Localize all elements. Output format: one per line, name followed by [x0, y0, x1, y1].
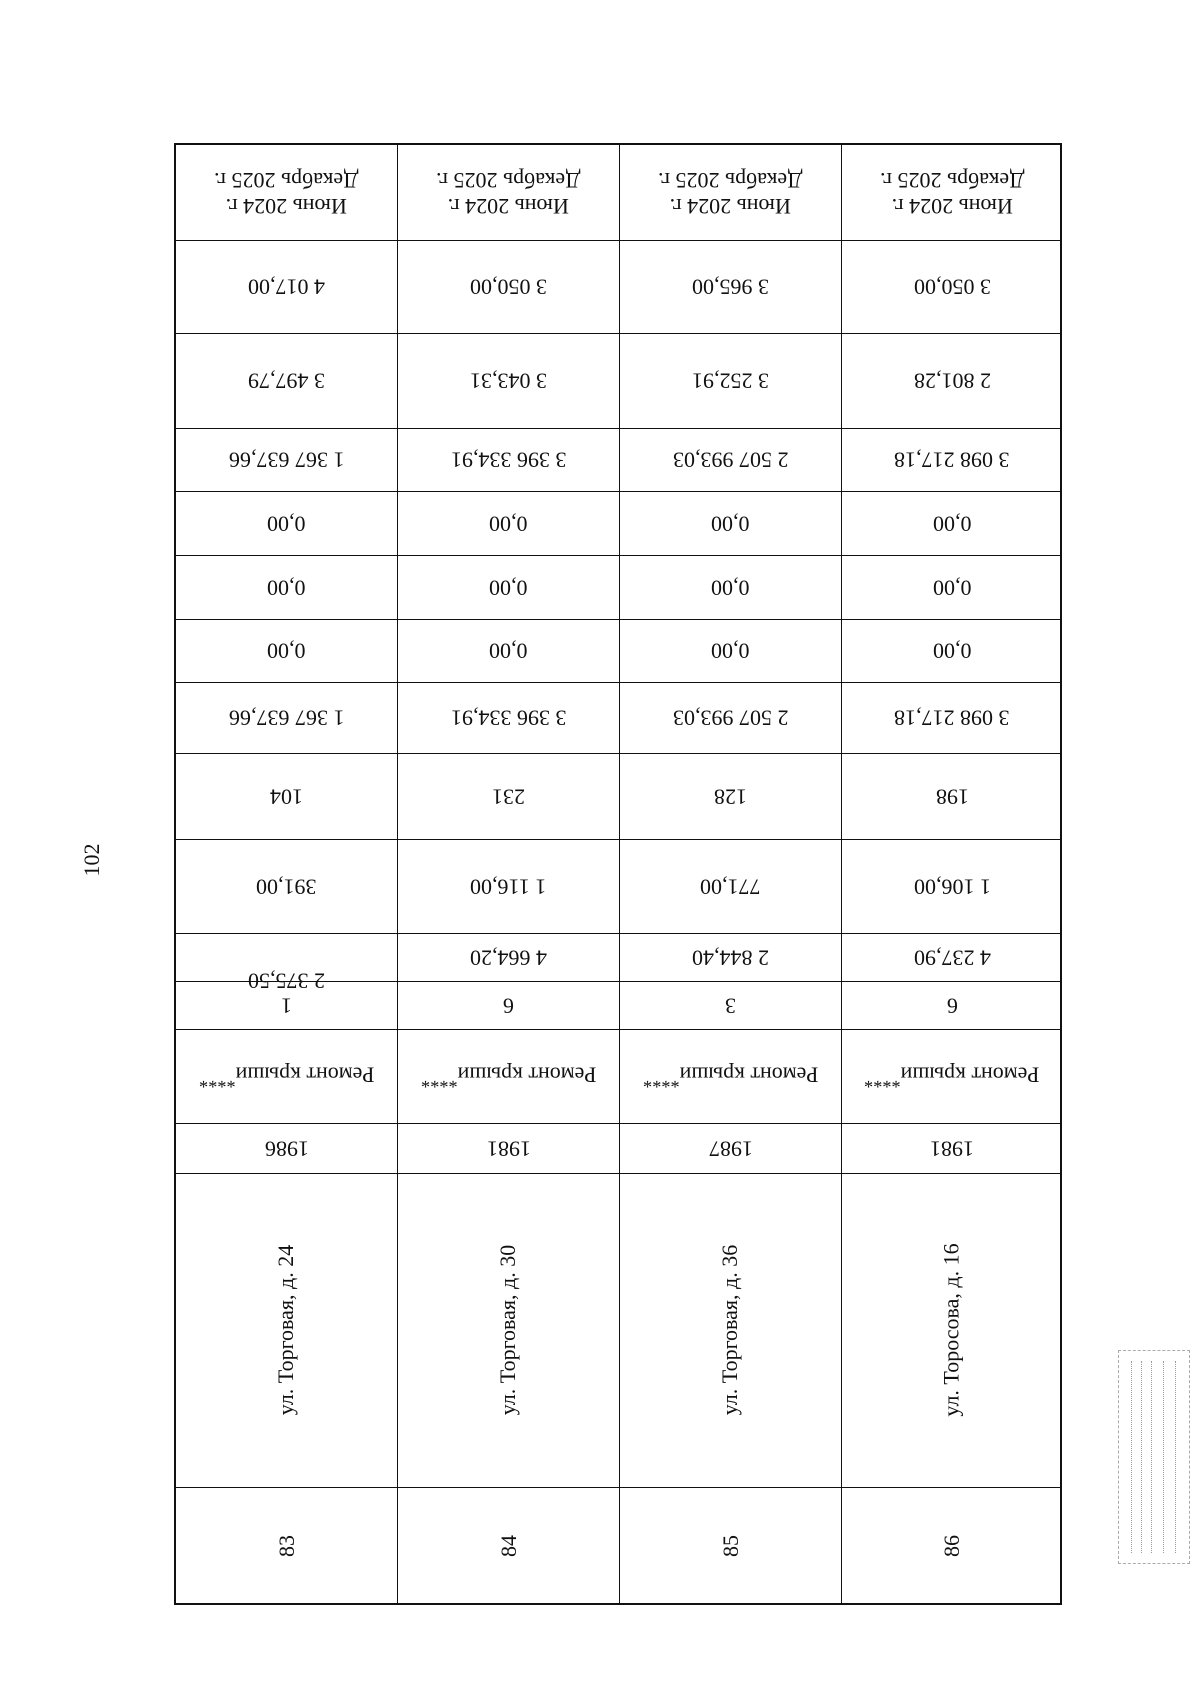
- residents: 198: [935, 784, 969, 810]
- zero-value-3: 0,00: [267, 511, 306, 537]
- area-1: 2 844,40: [692, 945, 769, 971]
- zero-value-1: 0,00: [932, 638, 972, 664]
- residents: 231: [492, 784, 525, 810]
- total-cost: 2 507 993,03: [672, 705, 789, 731]
- work-type: Ремонт крыши****: [642, 1062, 819, 1092]
- record-number: 86: [939, 1535, 964, 1557]
- area-2: 1 116,00: [470, 874, 547, 900]
- record-85: [620, 145, 841, 1603]
- build-year: 1986: [264, 1136, 309, 1162]
- entrances: 6: [503, 993, 514, 1019]
- residents: 104: [270, 784, 303, 810]
- zero-value-3: 0,00: [711, 511, 750, 537]
- build-year: 1987: [708, 1136, 753, 1162]
- faint-stamp: [1118, 1350, 1190, 1564]
- period-cell: Июнь 2024 г. Декабрь 2025 г.: [214, 167, 359, 219]
- zero-value-2: 0,00: [711, 575, 750, 601]
- record-86: [842, 145, 1062, 1603]
- limit-cost: 3 050,00: [913, 274, 991, 300]
- registry-table: [174, 143, 1062, 1605]
- limit-cost: 3 050,00: [470, 274, 547, 300]
- total-cost-2: 3 098 217,18: [894, 447, 1010, 473]
- zero-value-2: 0,00: [267, 575, 306, 601]
- total-cost-2: 3 396 334,91: [450, 447, 567, 473]
- entrances: 6: [946, 993, 958, 1019]
- area-1: 4 664,20: [470, 945, 547, 971]
- record-number: 83: [273, 1535, 299, 1557]
- total-cost: 1 367 637,66: [228, 705, 345, 731]
- period-cell: Июнь 2024 г. Декабрь 2025 г.: [658, 167, 803, 219]
- build-year: 1981: [486, 1136, 531, 1162]
- address: ул. Торосова, д. 16: [938, 1243, 964, 1417]
- total-cost: 3 396 334,91: [450, 705, 567, 731]
- address: ул. Торговая, д. 36: [717, 1244, 743, 1416]
- address: ул. Торговая, д. 24: [273, 1244, 299, 1416]
- zero-value-1: 0,00: [489, 638, 528, 664]
- residents: 128: [714, 784, 747, 810]
- record-number: 84: [495, 1535, 521, 1557]
- unit-cost: 3 043,31: [470, 368, 547, 394]
- area-2: 1 106,00: [913, 874, 991, 900]
- zero-value-2: 0,00: [489, 575, 528, 601]
- work-type: Ремонт крыши****: [864, 1062, 1040, 1092]
- area-1: 4 237,90: [913, 945, 991, 971]
- record-84: [398, 145, 619, 1603]
- zero-value-1: 0,00: [711, 638, 750, 664]
- build-year: 1981: [930, 1136, 974, 1162]
- area-1: 2 375,50: [248, 968, 325, 994]
- zero-value-3: 0,00: [489, 511, 528, 537]
- entrances: 1: [281, 993, 292, 1019]
- entrances: 3: [725, 993, 736, 1019]
- address: ул. Торговая, д. 30: [495, 1244, 521, 1416]
- unit-cost: 3 497,79: [248, 368, 325, 394]
- period-cell: Июнь 2024 г. Декабрь 2025 г.: [879, 167, 1025, 219]
- unit-cost: 3 252,91: [692, 368, 769, 394]
- unit-cost: 2 801,28: [913, 368, 991, 394]
- zero-value-1: 0,00: [267, 638, 306, 664]
- work-type: Ремонт крыши****: [420, 1062, 597, 1092]
- page-number: 102: [79, 843, 104, 877]
- limit-cost: 3 965,00: [692, 274, 769, 300]
- record-number: 85: [717, 1535, 743, 1557]
- area-2: 391,00: [256, 874, 317, 900]
- total-cost: 3 098 217,18: [894, 705, 1010, 731]
- work-type: Ремонт крыши****: [198, 1062, 375, 1092]
- total-cost-2: 1 367 637,66: [228, 447, 345, 473]
- zero-value-3: 0,00: [932, 511, 972, 537]
- record-83: [176, 145, 397, 1603]
- total-cost-2: 2 507 993,03: [672, 447, 789, 473]
- area-2: 771,00: [700, 874, 761, 900]
- zero-value-2: 0,00: [932, 575, 972, 601]
- limit-cost: 4 017,00: [248, 274, 325, 300]
- period-cell: Июнь 2024 г. Декабрь 2025 г.: [436, 167, 581, 219]
